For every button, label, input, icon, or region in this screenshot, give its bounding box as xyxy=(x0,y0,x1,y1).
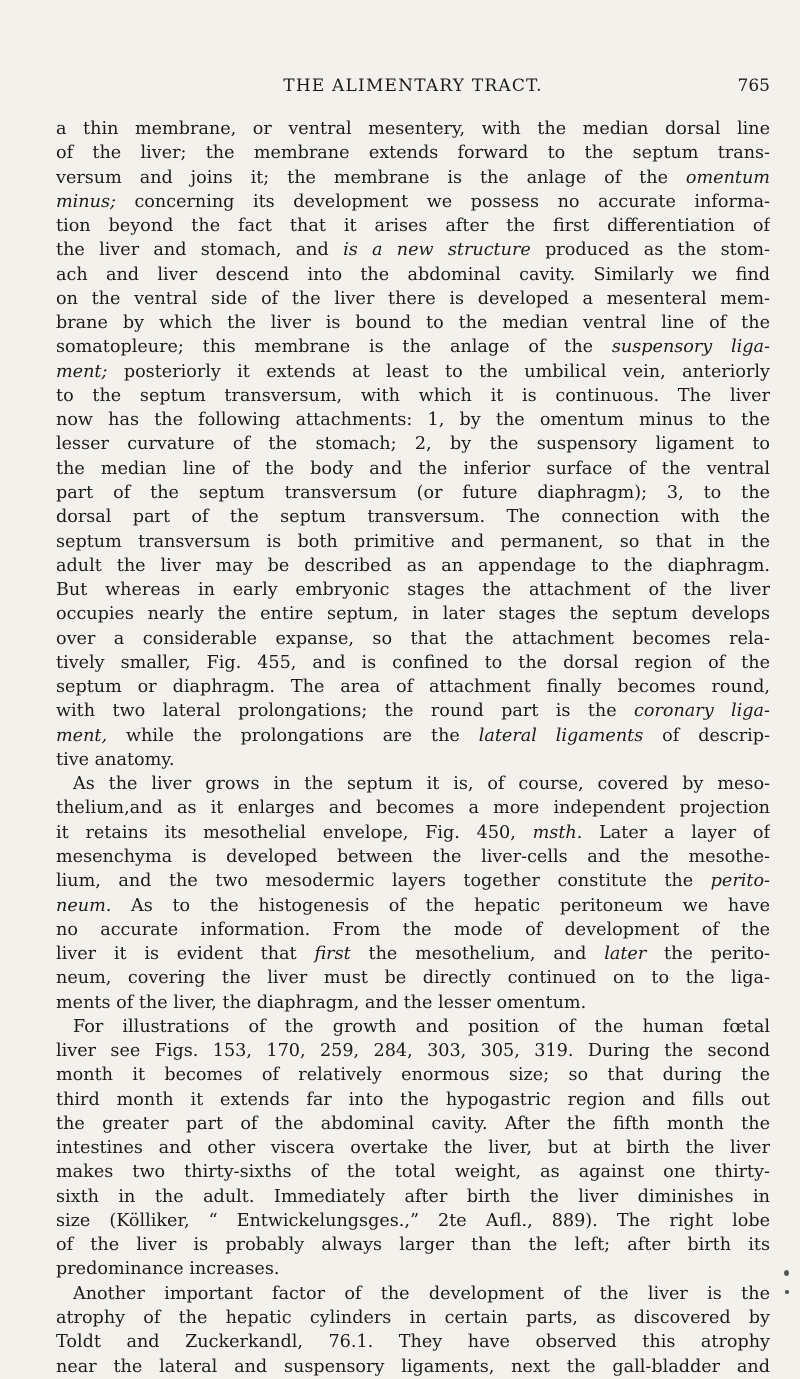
text-line xyxy=(56,1209,770,1233)
text-line xyxy=(56,796,770,820)
text-line xyxy=(56,1063,770,1087)
running-head: THE ALIMENTARY TRACT. xyxy=(283,76,543,96)
text-segment: atrophy of the hepatic cylinders in certain parts, as discovered by xyxy=(56,1308,770,1329)
text-segment: tion beyond the fact that it arises after the first differentiation of xyxy=(56,216,770,237)
page-number: 765 xyxy=(737,76,770,96)
text-line xyxy=(56,263,770,287)
text-line xyxy=(56,1015,770,1039)
text-line xyxy=(56,505,770,529)
text-segment: concerning its development we possess no accurate informa- xyxy=(115,191,770,212)
text-line xyxy=(56,238,770,262)
page-header xyxy=(56,76,770,106)
text-line xyxy=(56,384,770,408)
text-segment: As to the histogenesis of the hepatic peritoneum we have xyxy=(111,895,770,916)
text-segment: while the prolongations are the xyxy=(107,725,479,746)
text-segment: brane by which the liver is bound to the median ventral line of the xyxy=(56,313,770,334)
text-segment: now has the following attachments: 1, by the omentum minus to the xyxy=(56,410,770,431)
text-segment: As the liver grows in the septum it is, of course, covered by meso- xyxy=(73,774,770,795)
text-segment: ach and liver descend into the abdominal cavity. Similarly we find xyxy=(56,264,770,285)
text-line xyxy=(56,1185,770,1209)
text-segment: of the liver is probably always larger than the left; after birth its xyxy=(56,1235,770,1256)
text-segment: mesenchyma is developed between the liver-cells and the mesothe- xyxy=(56,846,770,867)
text-line xyxy=(56,845,770,869)
text-line xyxy=(56,918,770,942)
text-line xyxy=(56,1233,770,1257)
text-line xyxy=(56,311,770,335)
text-segment: the mesothelium, and xyxy=(350,944,605,965)
text-segment: liver see Figs. 153, 170, 259, 284, 303, 305, 319. During the second xyxy=(56,1041,770,1062)
text-segment: to the septum transversum, with which it is continuous. The liver xyxy=(56,385,770,406)
italic-term: omentum xyxy=(685,167,770,188)
text-line xyxy=(56,748,770,772)
text-segment: neum, covering the liver must be directly continued on to the liga- xyxy=(56,968,770,989)
text-segment: Toldt and Zuckerkandl, 76.1. They have observed this atrophy xyxy=(56,1332,770,1353)
text-line xyxy=(56,991,770,1015)
text-segment: Another important factor of the development of the liver is the xyxy=(73,1283,770,1304)
text-line xyxy=(56,869,770,893)
text-line xyxy=(56,432,770,456)
text-segment: on the ventral side of the liver there is developed a mesenteral mem- xyxy=(56,288,770,309)
text-segment: near the lateral and suspensory ligaments, next the gall-bladder and xyxy=(56,1356,770,1377)
text-segment: it retains its mesothelial envelope, Fig. 450, xyxy=(56,822,533,843)
text-line xyxy=(56,821,770,845)
text-line xyxy=(56,287,770,311)
text-segment: sixth in the adult. Immediately after birth the liver diminishes in xyxy=(56,1186,770,1207)
text-line xyxy=(56,1160,770,1184)
text-segment: of the liver; the membrane extends forward to the septum trans- xyxy=(56,143,770,164)
italic-term: later xyxy=(604,944,647,965)
text-line xyxy=(56,1306,770,1330)
body-text xyxy=(56,117,770,1379)
text-line xyxy=(56,724,770,748)
text-line xyxy=(56,166,770,190)
italic-term: suspensory liga- xyxy=(611,337,770,358)
text-line xyxy=(56,1282,770,1306)
italic-term: coronary liga- xyxy=(634,701,770,722)
text-segment: over a considerable expanse, so that the attachment becomes rela- xyxy=(56,628,770,649)
text-line xyxy=(56,457,770,481)
text-line xyxy=(56,1039,770,1063)
italic-term: lateral ligaments xyxy=(478,725,644,746)
text-line xyxy=(56,335,770,359)
text-segment: dorsal part of the septum transversum. The connection with the xyxy=(56,507,770,528)
text-segment: tively smaller, Fig. 455, and is confined to the dorsal region of the xyxy=(56,652,770,673)
text-line xyxy=(56,408,770,432)
text-line xyxy=(56,602,770,626)
text-line xyxy=(56,1330,770,1354)
italic-term: ment; xyxy=(56,361,108,382)
text-line xyxy=(56,966,770,990)
text-segment: lesser curvature of the stomach; 2, by the suspensory ligament to xyxy=(56,434,770,455)
text-segment: third month it extends far into the hypogastric region and fills out xyxy=(56,1089,770,1110)
text-line xyxy=(56,894,770,918)
text-segment: of descrip- xyxy=(643,725,770,746)
text-segment: versum and joins it; the membrane is the anlage of the xyxy=(56,167,686,188)
text-line xyxy=(56,627,770,651)
text-line xyxy=(56,141,770,165)
italic-term: perito- xyxy=(710,871,770,892)
italic-term: ment, xyxy=(56,725,108,746)
text-line xyxy=(56,1355,770,1379)
text-line xyxy=(56,360,770,384)
text-segment: somatopleure; this membrane is the anlage of the xyxy=(56,337,612,358)
text-segment: tive anatomy. xyxy=(56,749,175,770)
text-segment: no accurate information. From the mode of development of the xyxy=(56,919,770,940)
ink-speck xyxy=(784,1270,789,1276)
text-segment: Later a layer of xyxy=(582,822,770,843)
text-segment: posteriorly it extends at least to the umbilical vein, anteriorly xyxy=(107,361,770,382)
text-line xyxy=(56,1136,770,1160)
text-segment: septum transversum is both primitive and permanent, so that in the xyxy=(56,531,770,552)
italic-term: minus; xyxy=(56,191,116,212)
ink-speck xyxy=(785,1290,789,1294)
text-segment: produced as the stom- xyxy=(530,240,770,261)
italic-term: is a new structure xyxy=(343,240,531,261)
text-segment: ments of the liver, the diaphragm, and the lesser omentum. xyxy=(56,992,587,1013)
text-line xyxy=(56,699,770,723)
text-segment: part of the septum transversum (or future diaphragm); 3, to the xyxy=(56,482,770,503)
text-segment: makes two thirty-sixths of the total weight, as against one thirty- xyxy=(56,1162,770,1183)
text-line xyxy=(56,554,770,578)
text-line xyxy=(56,772,770,796)
text-segment: lium, and the two mesodermic layers together constitute the xyxy=(56,871,711,892)
text-line xyxy=(56,942,770,966)
text-line xyxy=(56,651,770,675)
text-segment: the perito- xyxy=(646,944,770,965)
text-line xyxy=(56,675,770,699)
text-segment: For illustrations of the growth and position of the human fœtal xyxy=(73,1016,770,1037)
text-segment: intestines and other viscera overtake the liver, but at birth the liver xyxy=(56,1138,770,1159)
text-segment: adult the liver may be described as an appendage to the diaphragm. xyxy=(56,555,770,576)
text-line xyxy=(56,117,770,141)
text-segment: the greater part of the abdominal cavity. After the fifth month the xyxy=(56,1113,770,1134)
text-segment: thelium,and as it enlarges and becomes a more independent projection xyxy=(56,798,770,819)
text-segment: septum or diaphragm. The area of attachment finally becomes round, xyxy=(56,677,770,698)
text-line xyxy=(56,1257,770,1281)
text-line xyxy=(56,578,770,602)
text-segment: predominance increases. xyxy=(56,1259,280,1280)
text-segment: liver it is evident that xyxy=(56,944,315,965)
text-segment: a thin membrane, or ventral mesentery, with the median dorsal line xyxy=(56,119,770,139)
text-segment: month it becomes of relatively enormous size; so that during the xyxy=(56,1065,770,1086)
text-segment: But whereas in early embryonic stages the attachment of the liver xyxy=(56,580,770,601)
text-segment: the liver and stomach, and xyxy=(56,240,344,261)
italic-term: first xyxy=(314,944,351,965)
text-line xyxy=(56,190,770,214)
italic-term: msth. xyxy=(532,822,583,843)
text-line xyxy=(56,1112,770,1136)
text-line xyxy=(56,214,770,238)
text-line xyxy=(56,481,770,505)
text-segment: the median line of the body and the inferior surface of the ventral xyxy=(56,458,770,479)
italic-term: neum. xyxy=(56,895,112,916)
text-segment: with two lateral prolongations; the round part is the xyxy=(56,701,635,722)
text-segment: size (Kölliker, “ Entwickelungsges.,” 2te Aufl., 889). The right lobe xyxy=(56,1210,770,1231)
text-segment: occupies nearly the entire septum, in later stages the septum develops xyxy=(56,604,770,625)
text-line xyxy=(56,530,770,554)
text-line xyxy=(56,1088,770,1112)
